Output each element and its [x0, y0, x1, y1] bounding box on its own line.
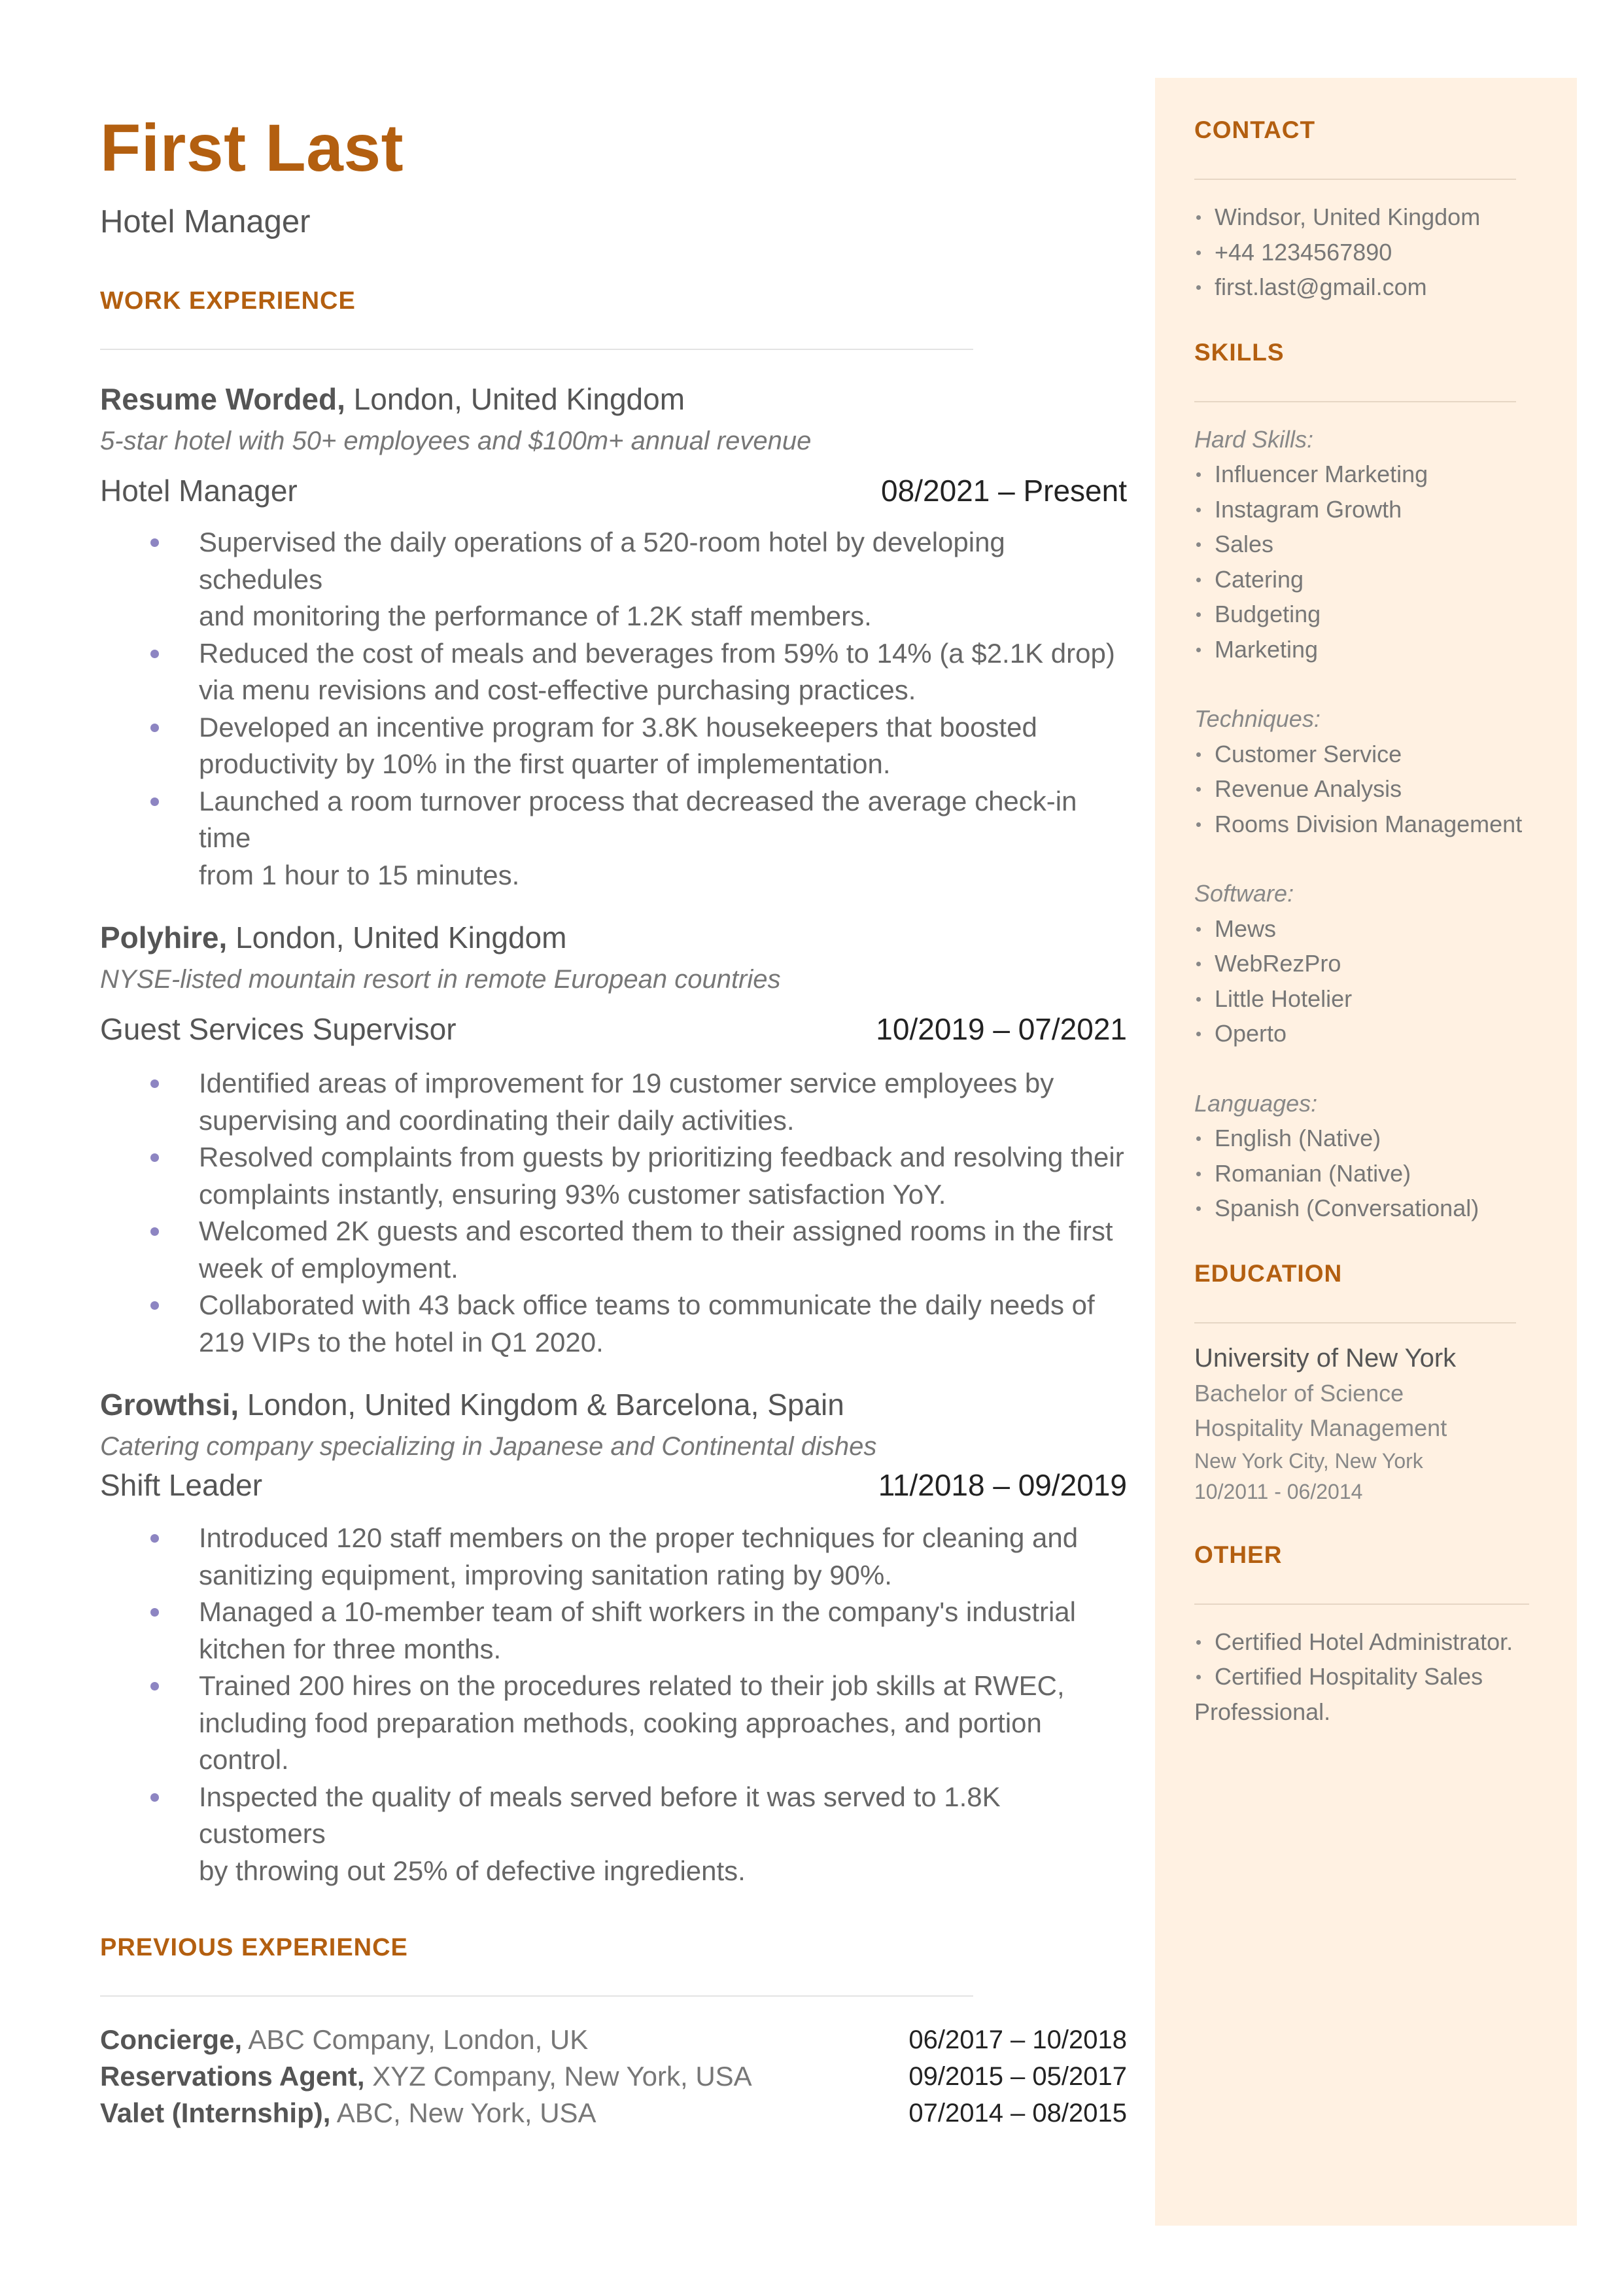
- bullet-dot: [150, 538, 159, 547]
- education-degree: Bachelor of Science: [1194, 1379, 1404, 1407]
- company-line: [100, 922, 1127, 953]
- contact-phone: +44 1234567890: [1194, 235, 1547, 270]
- bullet-dot: [150, 1534, 159, 1543]
- achievement-item: Trained 200 hires on the procedures related to their job skills at RWEC, including food preparation methods, cooking approaches, and portion control.: [100, 1668, 1127, 1779]
- bullet-dot: [1196, 542, 1201, 547]
- candidate-name: First Last: [100, 111, 404, 185]
- skill-group: [1194, 422, 1547, 667]
- education-dates: 10/2011 - 06/2014: [1194, 1479, 1363, 1503]
- bullet-dot: [1196, 1640, 1201, 1645]
- bullet-dot: [1196, 1136, 1201, 1141]
- previous-role-detail: XYZ Company, New York, USA: [364, 2061, 752, 2092]
- skill-list: [1194, 911, 1547, 1051]
- previous-role-dates: 09/2015 – 05/2017: [908, 2062, 1127, 2091]
- previous-experience-heading: PREVIOUS EXPERIENCE: [100, 1934, 408, 1961]
- bullet-dot: [1196, 962, 1201, 966]
- skill-item: Influencer Marketing: [1194, 457, 1547, 492]
- achievement-list: [100, 1520, 1127, 1889]
- achievement-list: [100, 524, 1127, 894]
- achievement-item: Developed an incentive program for 3.8K housekeepers that boosted productivity by 10% in the first quarter of implementation.: [100, 709, 1127, 783]
- position-dates: 10/2019 – 07/2021: [876, 1012, 1127, 1046]
- bullet-dot: [1196, 1206, 1201, 1211]
- section-divider: [1194, 401, 1516, 402]
- skill-list: [1194, 737, 1547, 842]
- section-divider: [100, 349, 973, 350]
- position-title: Hotel Manager: [100, 474, 298, 508]
- skill-group: [1194, 876, 1547, 1051]
- achievement-item: Inspected the quality of meals served before it was served to 1.8K customers by throwing out 25% of defective ingredients.: [100, 1779, 1127, 1890]
- company-name: Growthsi,: [100, 1388, 239, 1422]
- skills-heading: SKILLS: [1194, 338, 1285, 366]
- other-item: Certified Hospitality Sales: [1194, 1659, 1547, 1694]
- achievement-list: [100, 1065, 1127, 1361]
- skill-item: Revenue Analysis: [1194, 771, 1547, 807]
- previous-role-dates: 06/2017 – 10/2018: [908, 2025, 1127, 2054]
- skill-group: [1194, 701, 1547, 841]
- company-name: Resume Worded,: [100, 382, 345, 416]
- bullet-dot: [1196, 648, 1201, 652]
- skill-item: Sales: [1194, 527, 1547, 562]
- bullet-dot: [150, 1608, 159, 1617]
- bullet-dot: [150, 1793, 159, 1802]
- previous-role-title: Concierge,: [100, 2024, 243, 2055]
- skill-item: Catering: [1194, 562, 1547, 597]
- job-entry: [100, 384, 1127, 894]
- skill-item: Operto: [1194, 1016, 1547, 1051]
- main-column: [100, 111, 1127, 2131]
- previous-role-title: Reservations Agent,: [100, 2061, 365, 2092]
- company-line: [100, 384, 1127, 414]
- position-dates: 11/2018 – 09/2019: [878, 1468, 1127, 1502]
- job-entry: [100, 922, 1127, 1361]
- achievement-item: Supervised the daily operations of a 520-room hotel by developing schedules and monitoring the performance of 1.2K staff members.: [100, 524, 1127, 635]
- section-divider: [1194, 179, 1516, 180]
- bullet-dot: [150, 1227, 159, 1236]
- bullet-dot: [1196, 508, 1201, 512]
- company-description: NYSE-listed mountain resort in remote European countries: [100, 965, 781, 994]
- section-divider: [1194, 1603, 1529, 1605]
- skill-item: Spanish (Conversational): [1194, 1191, 1547, 1226]
- bullet-dot: [150, 1301, 159, 1310]
- bullet-dot: [1196, 612, 1201, 617]
- skill-item: Marketing: [1194, 632, 1547, 667]
- bullet-dot: [1196, 1172, 1201, 1176]
- bullet-dot: [1196, 251, 1201, 255]
- previous-role-detail: ABC, New York, USA: [330, 2097, 596, 2128]
- previous-role-row: [100, 2058, 1127, 2095]
- bullet-dot: [150, 1682, 159, 1691]
- bullet-dot: [1196, 752, 1201, 757]
- achievement-item: Managed a 10-member team of shift workers in the company's industrial kitchen for three months.: [100, 1594, 1127, 1668]
- achievement-item: Launched a room turnover process that decreased the average check-in time from 1 hour to 15 minutes.: [100, 783, 1127, 894]
- contact-email: first.last@gmail.com: [1194, 270, 1547, 305]
- company-name: Polyhire,: [100, 920, 228, 955]
- previous-experience-list: [100, 2022, 1127, 2131]
- skill-group: [1194, 1086, 1547, 1226]
- position-title: Guest Services Supervisor: [100, 1012, 457, 1046]
- education-field: Hospitality Management: [1194, 1414, 1447, 1441]
- achievement-item: Resolved complaints from guests by prioritizing feedback and resolving their complaints instantly, ensuring 93% customer satisfaction YoY.: [100, 1139, 1127, 1213]
- achievement-item: Introduced 120 staff members on the proper techniques for cleaning and sanitizing equipment, improving sanitation rating by 90%.: [100, 1520, 1127, 1594]
- contact-heading: CONTACT: [1194, 116, 1316, 143]
- bullet-dot: [150, 1153, 159, 1162]
- skill-item: Mews: [1194, 911, 1547, 947]
- skill-item: Rooms Division Management: [1194, 807, 1547, 842]
- candidate-title: Hotel Manager: [100, 204, 311, 239]
- bullet-dot: [150, 1079, 159, 1088]
- other-item: Certified Hotel Administrator.: [1194, 1624, 1547, 1660]
- bullet-dot: [1196, 822, 1201, 827]
- company-line: [100, 1390, 1127, 1420]
- company-description: Catering company specializing in Japanese and Continental dishes: [100, 1432, 877, 1461]
- previous-role-row: [100, 2095, 1127, 2131]
- previous-role-dates: 07/2014 – 08/2015: [908, 2099, 1127, 2128]
- position-row: [100, 476, 1127, 508]
- skill-item: Little Hotelier: [1194, 981, 1547, 1017]
- skill-item: English (Native): [1194, 1121, 1547, 1156]
- skill-item: Romanian (Native): [1194, 1156, 1547, 1191]
- skill-item: WebRezPro: [1194, 946, 1547, 981]
- section-divider: [1194, 1322, 1516, 1323]
- other-item-continued: Professional.: [1194, 1698, 1331, 1725]
- achievement-item: Welcomed 2K guests and escorted them to their assigned rooms in the first week of employment.: [100, 1213, 1127, 1287]
- company-location: London, United Kingdom: [345, 382, 685, 416]
- contact-location: Windsor, United Kingdom: [1194, 200, 1547, 235]
- sidebar: [1194, 118, 1547, 1729]
- bullet-dot: [150, 650, 159, 658]
- bullet-dot: [1196, 1675, 1201, 1679]
- company-location: London, United Kingdom: [227, 920, 567, 955]
- previous-role-row: [100, 2022, 1127, 2058]
- position-dates: 08/2021 – Present: [881, 474, 1127, 508]
- job-entry: [100, 1390, 1127, 1889]
- achievement-item: Identified areas of improvement for 19 customer service employees by supervising and coordinating their daily activities.: [100, 1065, 1127, 1139]
- skill-list: [1194, 457, 1547, 667]
- bullet-dot: [1196, 1032, 1201, 1036]
- skill-group-label: Software:: [1194, 880, 1294, 907]
- skill-group-label: Languages:: [1194, 1089, 1318, 1117]
- bullet-dot: [1196, 578, 1201, 582]
- education-heading: EDUCATION: [1194, 1259, 1343, 1287]
- previous-role-detail: ABC Company, London, UK: [242, 2024, 589, 2055]
- other-heading: OTHER: [1194, 1541, 1283, 1568]
- achievement-item: Collaborated with 43 back office teams to communicate the daily needs of 219 VIPs to the hotel in Q1 2020.: [100, 1287, 1127, 1361]
- education-location: New York City, New York: [1194, 1448, 1423, 1473]
- bullet-dot: [1196, 215, 1201, 220]
- position-title: Shift Leader: [100, 1468, 263, 1502]
- skill-list: [1194, 1121, 1547, 1226]
- bullet-dot: [1196, 997, 1201, 1002]
- achievement-item: Reduced the cost of meals and beverages from 59% to 14% (a $2.1K drop) via menu revisions and cost-effective purchasing practices.: [100, 635, 1127, 709]
- skill-group-label: Techniques:: [1194, 705, 1321, 732]
- bullet-dot: [1196, 927, 1201, 932]
- contact-list: [1194, 200, 1547, 305]
- skill-group-label: Hard Skills:: [1194, 425, 1314, 453]
- section-divider: [100, 1995, 973, 1997]
- bullet-dot: [150, 797, 159, 806]
- company-location: London, United Kingdom & Barcelona, Spain: [239, 1388, 844, 1422]
- other-list: [1194, 1624, 1547, 1730]
- bullet-dot: [1196, 285, 1201, 290]
- bullet-dot: [150, 724, 159, 732]
- position-row: [100, 1470, 1127, 1503]
- previous-role-title: Valet (Internship),: [100, 2097, 331, 2128]
- company-description: 5-star hotel with 50+ employees and $100m+ annual revenue: [100, 427, 812, 455]
- bullet-dot: [1196, 472, 1201, 477]
- position-row: [100, 1014, 1127, 1047]
- skill-item: Budgeting: [1194, 597, 1547, 632]
- work-experience-heading: WORK EXPERIENCE: [100, 287, 356, 315]
- education-entry: [1194, 1340, 1547, 1507]
- skill-item: Instagram Growth: [1194, 492, 1547, 527]
- skill-item: Customer Service: [1194, 737, 1547, 772]
- education-school: University of New York: [1194, 1343, 1457, 1373]
- bullet-dot: [1196, 787, 1201, 792]
